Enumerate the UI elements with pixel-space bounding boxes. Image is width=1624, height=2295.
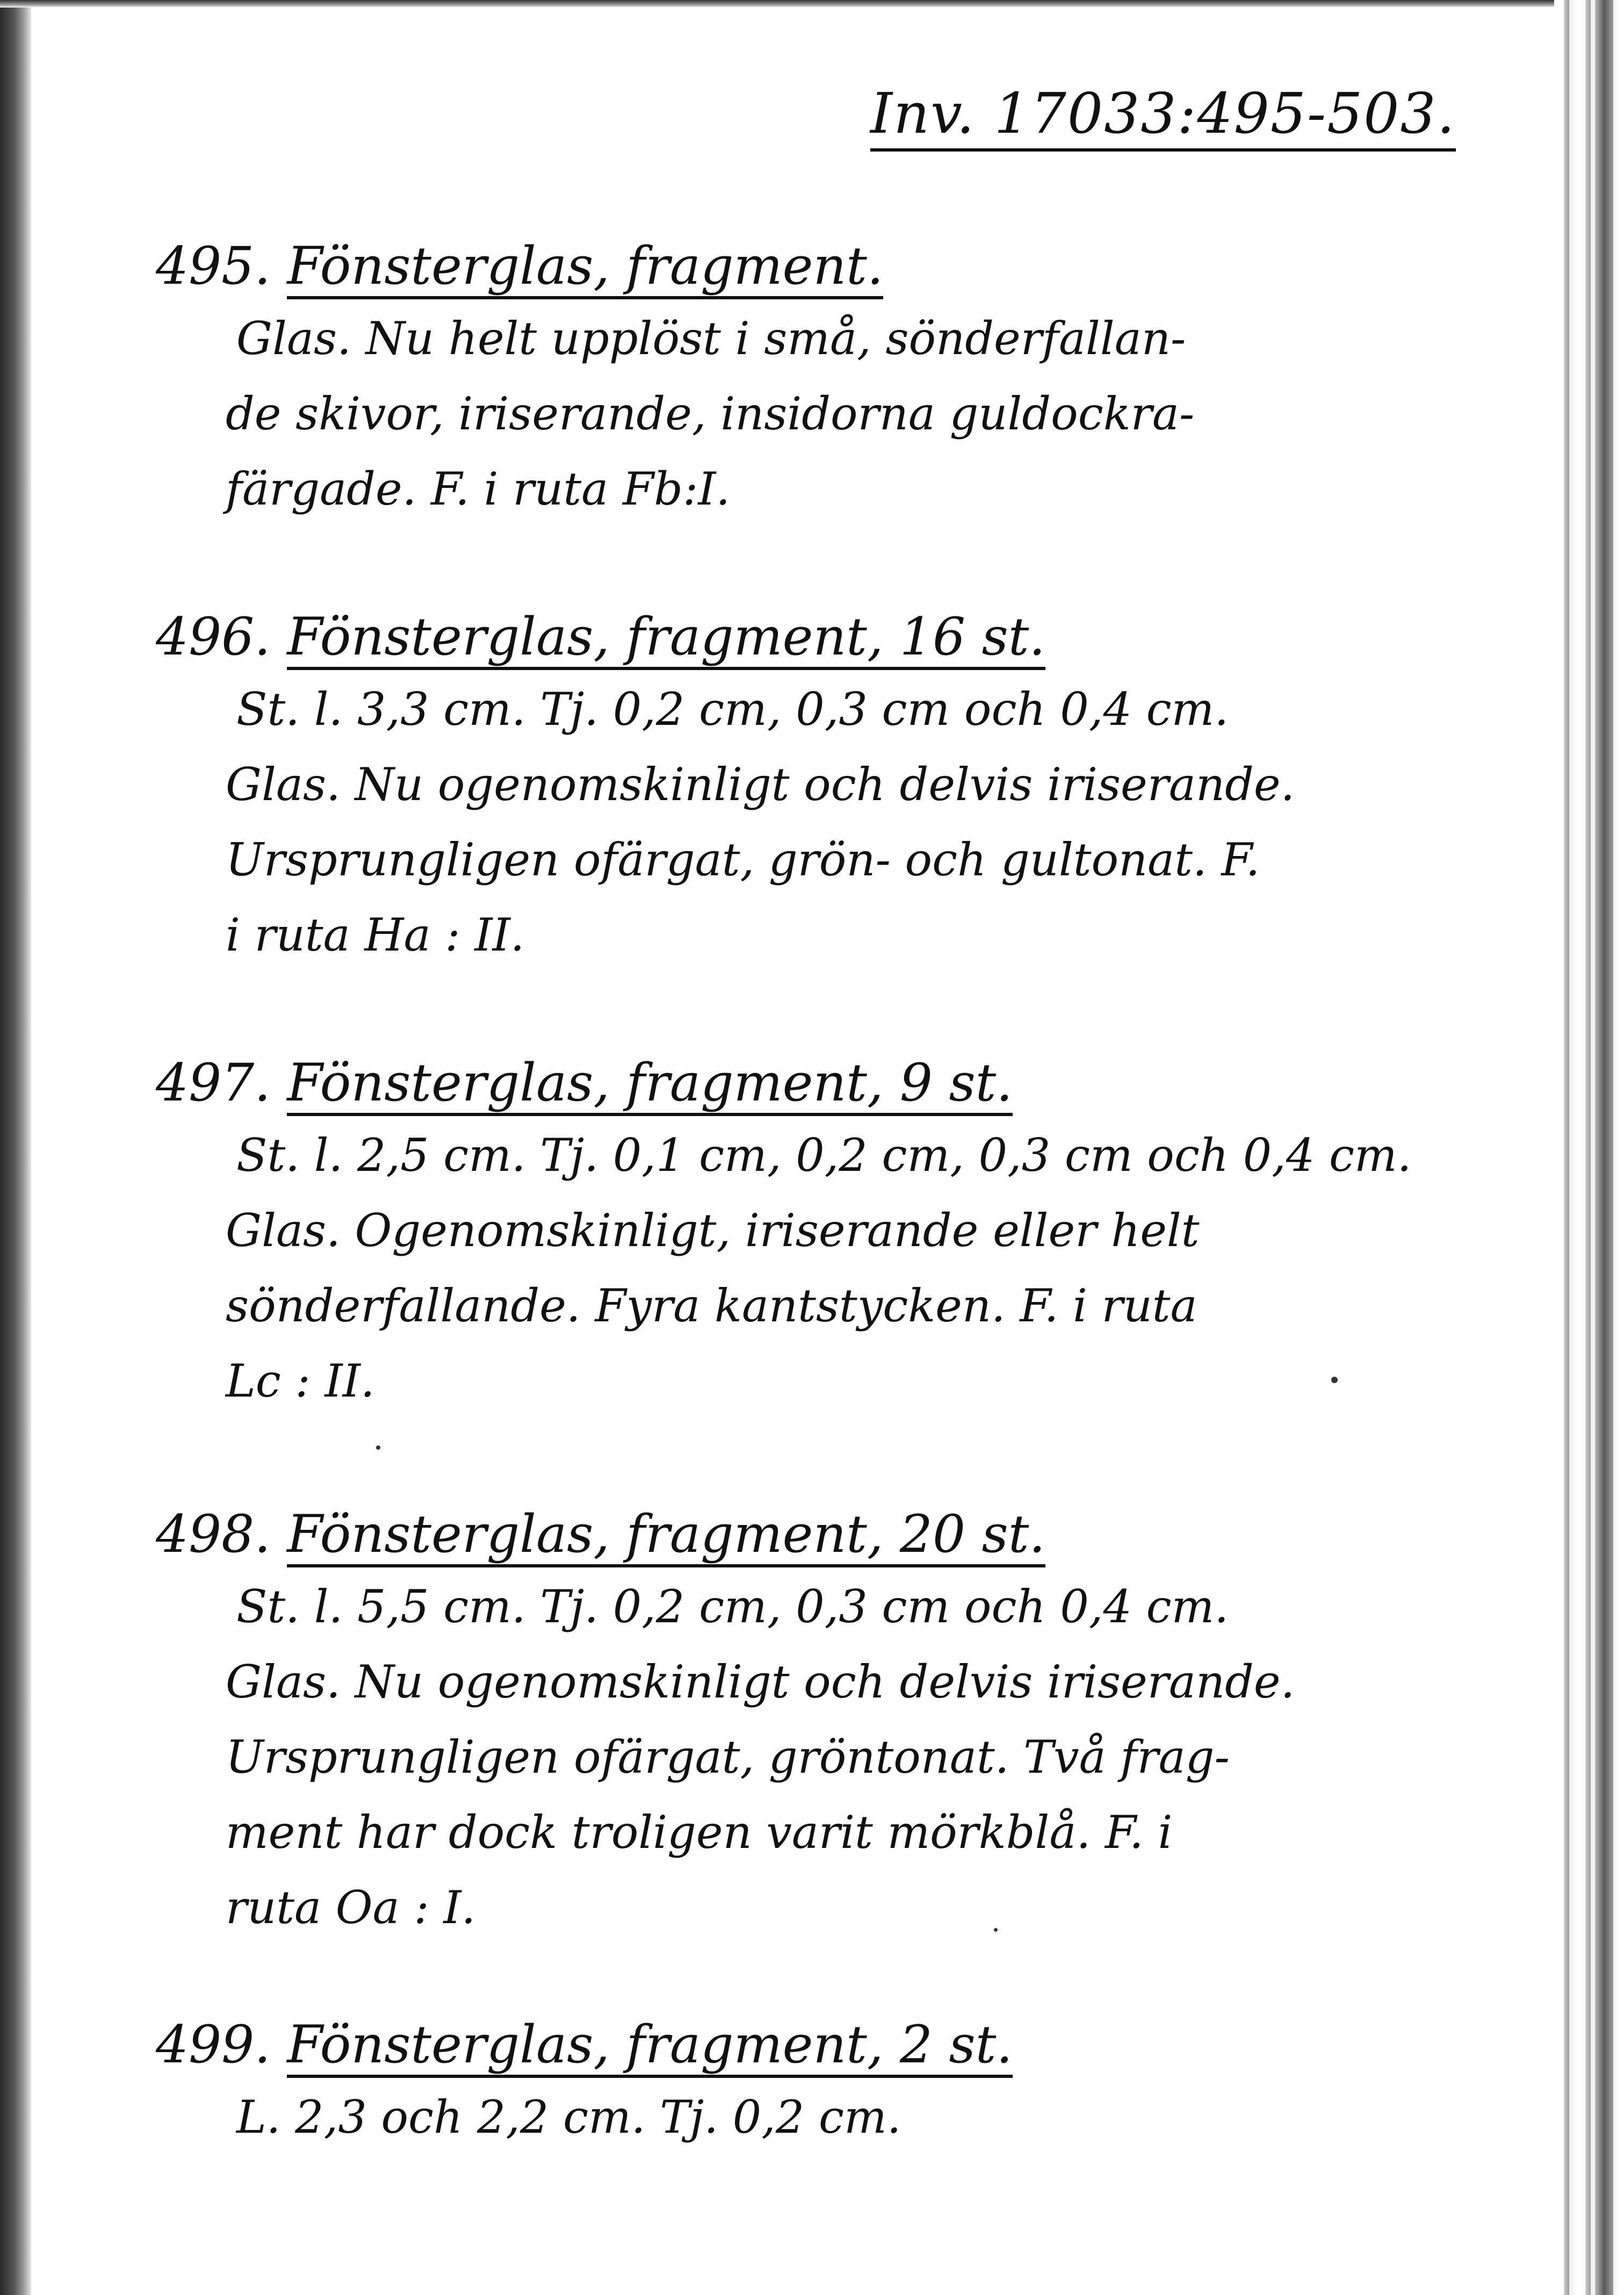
entry-line: Ursprungligen ofärgat, grön- och gultonat. F. — [226, 833, 1260, 886]
entry-line: Glas. Nu helt upplöst i små, sönderfallan- — [236, 312, 1186, 365]
entry-line: St. l. 2,5 cm. Tj. 0,1 cm, 0,2 cm, 0,3 cm och 0,4 cm. — [236, 1129, 1412, 1182]
entry-line: sönderfallande. Fyra kantstycken. F. i ruta — [226, 1279, 1197, 1332]
binding-shadow-top — [0, 0, 1624, 8]
ink-speck — [1331, 1377, 1338, 1383]
page-edges-right — [1554, 0, 1624, 2295]
entry-line: i ruta Ha : II. — [226, 909, 525, 961]
entry-title: Fönsterglas, fragment, 20 st. — [287, 1504, 1045, 1567]
entry-title: Fönsterglas, fragment. — [287, 236, 883, 299]
catalog-entry-495 — [156, 231, 1391, 527]
entry-number: 495. — [156, 236, 271, 296]
catalog-entry-499 — [156, 2010, 1391, 2155]
entry-heading — [156, 1048, 1391, 1118]
catalog-entry-497 — [156, 1048, 1412, 1419]
entry-line: de skivor, iriserande, insidorna guldockra- — [226, 387, 1195, 440]
entry-line: färgade. F. i ruta Fb:I. — [226, 463, 731, 515]
page-edge-shadow — [1595, 0, 1613, 2295]
entry-line: ruta Oa : I. — [226, 1881, 476, 1934]
entry-line: ment har dock troligen varit mörkblå. F. i — [226, 1806, 1173, 1859]
entry-line: St. l. 3,3 cm. Tj. 0,2 cm, 0,3 cm och 0,4 cm. — [236, 683, 1229, 736]
entry-number: 498. — [156, 1504, 271, 1564]
entry-title: Fönsterglas, fragment, 2 st. — [287, 2015, 1013, 2078]
entry-heading — [156, 2010, 1391, 2080]
entry-number: 499. — [156, 2015, 271, 2075]
catalog-entry-498 — [156, 1499, 1391, 1945]
inventory-number: Inv. 17033:495-503. — [870, 81, 1456, 152]
entry-title: Fönsterglas, fragment, 16 st. — [287, 607, 1045, 670]
entry-title: Fönsterglas, fragment, 9 st. — [287, 1053, 1013, 1116]
entry-line: Glas. Nu ogenomskinligt och delvis iriserande. — [226, 758, 1295, 811]
entry-line: L. 2,3 och 2,2 cm. Tj. 0,2 cm. — [236, 2091, 901, 2143]
entry-line: Ursprungligen ofärgat, gröntonat. Två frag- — [226, 1731, 1230, 1783]
entry-line: Glas. Nu ogenomskinligt och delvis iriserande. — [226, 1656, 1295, 1708]
ink-speck — [376, 1445, 380, 1450]
entry-line: Glas. Ogenomskinligt, iriserande eller helt — [226, 1204, 1200, 1257]
entry-number: 497. — [156, 1053, 271, 1113]
ink-speck — [994, 1928, 998, 1932]
entry-heading — [156, 231, 1391, 301]
binding-shadow-left — [0, 0, 31, 2295]
catalog-entry-496 — [156, 602, 1391, 973]
entry-line: Lc : II. — [226, 1355, 375, 1407]
entry-line: St. l. 5,5 cm. Tj. 0,2 cm, 0,3 cm och 0,4 cm. — [236, 1580, 1229, 1633]
entry-number: 496. — [156, 607, 271, 667]
entry-heading — [156, 1499, 1391, 1569]
entry-heading — [156, 602, 1391, 672]
